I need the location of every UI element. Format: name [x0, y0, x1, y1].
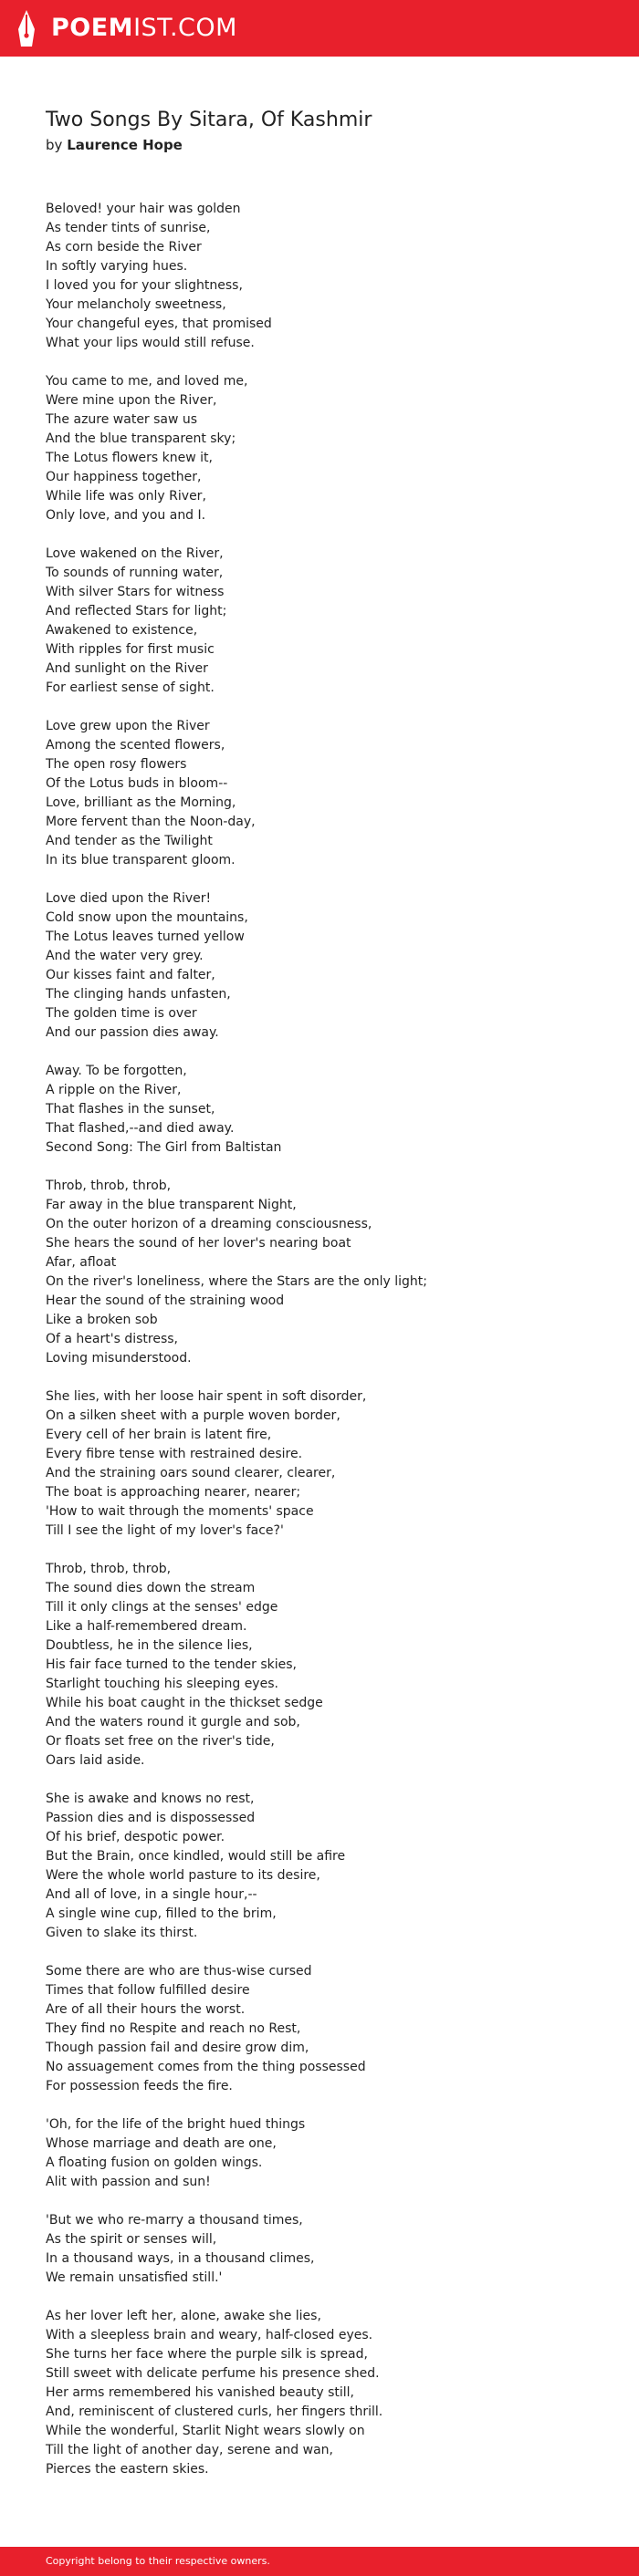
poem-stanza: [46, 545, 612, 698]
poem-line: They find no Respite and reach no Rest,: [46, 2021, 301, 2036]
poem-line: Only love, and you and I.: [46, 508, 206, 523]
poem-line: You came to me, and loved me,: [46, 374, 248, 389]
poem-line: The golden time is over: [46, 1006, 197, 1021]
poem-line: Afar, afloat: [46, 1255, 117, 1270]
poem-line: Your melancholy sweetness,: [46, 297, 226, 312]
poem-line: Like a half-remembered dream.: [46, 1619, 247, 1634]
poem-line: In softly varying hues.: [46, 259, 188, 274]
poem-line: Times that follow fulfilled desire: [46, 1983, 250, 1998]
poem-line: Were mine upon the River,: [46, 393, 217, 408]
poem-line: She lies, with her loose hair spent in soft disorder,: [46, 1389, 367, 1404]
poem-stanza: [46, 2307, 612, 2479]
poem-line: His fair face turned to the tender skies,: [46, 1657, 297, 1672]
poem-line: Passion dies and is dispossessed: [46, 1811, 256, 1825]
poem-line: 'Oh, for the life of the bright hued things: [46, 2117, 306, 2132]
logo-light-text: IST.COM: [133, 14, 237, 42]
author-link[interactable]: Laurence Hope: [67, 137, 183, 153]
poem-line: Love grew upon the River: [46, 719, 210, 733]
poem-line: Till it only clings at the senses' edge: [46, 1600, 278, 1615]
poem-line: A floating fusion on golden wings.: [46, 2155, 263, 2170]
poem-title: Two Songs By Sitara, Of Kashmir: [46, 109, 372, 131]
site-header: [0, 0, 639, 57]
poem-line: Pierces the eastern skies.: [46, 2462, 209, 2477]
poem-line: What your lips would still refuse.: [46, 336, 255, 350]
poem-line: Loving misunderstood.: [46, 1351, 192, 1366]
poem-line: And, reminiscent of clustered curls, her fingers thrill.: [46, 2405, 383, 2419]
poem-line: Far away in the blue transparent Night,: [46, 1198, 297, 1212]
poem-line: And the water very grey.: [46, 949, 204, 963]
poem-stanza: [46, 1962, 612, 2096]
poem-line: Of the Lotus buds in bloom--: [46, 776, 228, 791]
poem-line: Till the light of another day, serene and wan,: [46, 2443, 333, 2457]
poem-stanza: [46, 1177, 612, 1368]
poem-line: For earliest sense of sight.: [46, 680, 215, 695]
poem-line: In a thousand ways, in a thousand climes,: [46, 2251, 315, 2266]
copyright-text: Copyright belong to their respective owners.: [46, 2555, 270, 2567]
poem-line: Hear the sound of the straining wood: [46, 1293, 285, 1308]
poem-line: And our passion dies away.: [46, 1025, 219, 1040]
poem-line: Among the scented flowers,: [46, 738, 225, 753]
poem-line: As corn beside the River: [46, 240, 202, 254]
poem-stanza: [46, 717, 612, 870]
poem-line: She is awake and knows no rest,: [46, 1792, 255, 1806]
poem-line: But the Brain, once kindled, would still be afire: [46, 1849, 346, 1864]
poem-line: As her lover left her, alone, awake she lies,: [46, 2309, 321, 2323]
poem-line: For possession feeds the fire.: [46, 2079, 233, 2093]
poem-line: Were the whole world pasture to its desire,: [46, 1868, 320, 1883]
by-label: by: [46, 137, 63, 153]
poem-line: Your changeful eyes, that promised: [46, 317, 272, 331]
poem-line: A single wine cup, filled to the brim,: [46, 1906, 277, 1921]
poem-body: [46, 200, 612, 2498]
poem-line: And reflected Stars for light;: [46, 604, 227, 618]
poem-line: A ripple on the River,: [46, 1083, 182, 1097]
poem-line: The clinging hands unfasten,: [46, 987, 231, 1002]
poem-line: I loved you for your slightness,: [46, 278, 243, 293]
poem-line: Of a heart's distress,: [46, 1332, 178, 1346]
poem-line: Love died upon the River!: [46, 891, 212, 906]
poem-stanza: [46, 1790, 612, 1943]
poem-line: 'How to wait through the moments' space: [46, 1504, 314, 1519]
poem-line: While the wonderful, Starlit Night wears slowly on: [46, 2424, 365, 2438]
poem-line: Our happiness together,: [46, 470, 202, 484]
poem-line: Awakened to existence,: [46, 623, 198, 638]
poem-line: Oars laid aside.: [46, 1753, 145, 1768]
poem-line: Throb, throb, throb,: [46, 1179, 172, 1193]
poem-line: Whose marriage and death are one,: [46, 2136, 277, 2151]
poem-line: On a silken sheet with a purple woven border,: [46, 1408, 340, 1423]
poem-line: Some there are who are thus-wise cursed: [46, 1964, 312, 1979]
poem-line: That flashes in the sunset,: [46, 1102, 215, 1117]
poem-line: Still sweet with delicate perfume his presence shed.: [46, 2366, 380, 2381]
poem-line: More fervent than the Noon-day,: [46, 815, 256, 829]
poem-line: With ripples for first music: [46, 642, 215, 657]
poem-stanza: [46, 889, 612, 1043]
poem-line: To sounds of running water,: [46, 566, 224, 580]
poem-line: Every cell of her brain is latent fire,: [46, 1428, 272, 1442]
poem-line: 'But we who re-marry a thousand times,: [46, 2213, 303, 2228]
poem-stanza: [46, 1062, 612, 1158]
poem-line: And the straining oars sound clearer, clearer,: [46, 1466, 336, 1480]
poem-line: With silver Stars for witness: [46, 585, 225, 599]
poem-line: Like a broken sob: [46, 1313, 158, 1327]
poem-line: With a sleepless brain and weary, half-closed eyes.: [46, 2328, 373, 2342]
poem-line: Second Song: The Girl from Baltistan: [46, 1140, 282, 1155]
poem-line: Doubtless, he in the silence lies,: [46, 1638, 253, 1653]
poem-line: Away. To be forgotten,: [46, 1064, 187, 1078]
poem-line: She hears the sound of her lover's nearing boat: [46, 1236, 351, 1251]
poem-line: Beloved! your hair was golden: [46, 202, 241, 216]
poem-stanza: [46, 2211, 612, 2288]
poem-line: Or floats set free on the river's tide,: [46, 1734, 275, 1749]
poem-stanza: [46, 1387, 612, 1541]
poem-line: Given to slake its thirst.: [46, 1926, 198, 1940]
poem-line: And the blue transparent sky;: [46, 431, 236, 446]
poem-line: The azure water saw us: [46, 412, 198, 427]
poem-line: While life was only River,: [46, 489, 206, 504]
poem-line: Her arms remembered his vanished beauty still,: [46, 2385, 354, 2400]
poem-stanza: [46, 200, 612, 353]
poem-line: Alit with passion and sun!: [46, 2175, 211, 2189]
poem-line: Are of all their hours the worst.: [46, 2002, 246, 2017]
poem-line: Love, brilliant as the Morning,: [46, 795, 236, 810]
poem-line: In its blue transparent gloom.: [46, 853, 236, 867]
poem-line: We remain unsatisfied still.': [46, 2270, 223, 2285]
poem-line: The sound dies down the stream: [46, 1581, 256, 1595]
poem-line: Throb, throb, throb,: [46, 1562, 172, 1576]
poem-line: And tender as the Twilight: [46, 834, 213, 848]
site-logo[interactable]: [51, 14, 237, 43]
poem-line: On the river's loneliness, where the Stars are the only light;: [46, 1274, 428, 1289]
poem-line: That flashed,--and died away.: [46, 1121, 235, 1136]
poem-byline: [46, 136, 183, 154]
poem-line: Though passion fail and desire grow dim,: [46, 2041, 309, 2055]
pen-nib-icon: [16, 9, 37, 47]
poem-line: The boat is approaching nearer, nearer;: [46, 1485, 301, 1500]
poem-line: No assuagement comes from the thing possessed: [46, 2060, 366, 2074]
poem-line: As tender tints of sunrise,: [46, 221, 211, 235]
poem-stanza: [46, 2115, 612, 2192]
poem-line: While his boat caught in the thickset sedge: [46, 1696, 323, 1710]
poem-line: The open rosy flowers: [46, 757, 187, 772]
poem-line: And all of love, in a single hour,--: [46, 1887, 257, 1902]
poem-line: Our kisses faint and falter,: [46, 968, 215, 982]
poem-line: She turns her face where the purple silk is spread,: [46, 2347, 368, 2362]
poem-stanza: [46, 1560, 612, 1771]
poem-line: Cold snow upon the mountains,: [46, 910, 248, 925]
poem-line: And sunlight on the River: [46, 661, 208, 676]
poem-stanza: [46, 372, 612, 525]
poem-line: As the spirit or senses will,: [46, 2232, 217, 2247]
poem-line: Every fibre tense with restrained desire.: [46, 1447, 303, 1461]
logo-bold-text: POEM: [51, 14, 134, 42]
poem-line: Starlight touching his sleeping eyes.: [46, 1677, 278, 1691]
poem-line: And the waters round it gurgle and sob,: [46, 1715, 300, 1729]
poem-line: The Lotus flowers knew it,: [46, 451, 213, 465]
poem-line: Love wakened on the River,: [46, 546, 224, 561]
poem-line: Till I see the light of my lover's face?': [46, 1523, 284, 1538]
poem-line: The Lotus leaves turned yellow: [46, 930, 245, 944]
site-footer: [0, 2547, 639, 2576]
poem-line: On the outer horizon of a dreaming consciousness,: [46, 1217, 372, 1231]
poem-line: Of his brief, despotic power.: [46, 1830, 225, 1844]
